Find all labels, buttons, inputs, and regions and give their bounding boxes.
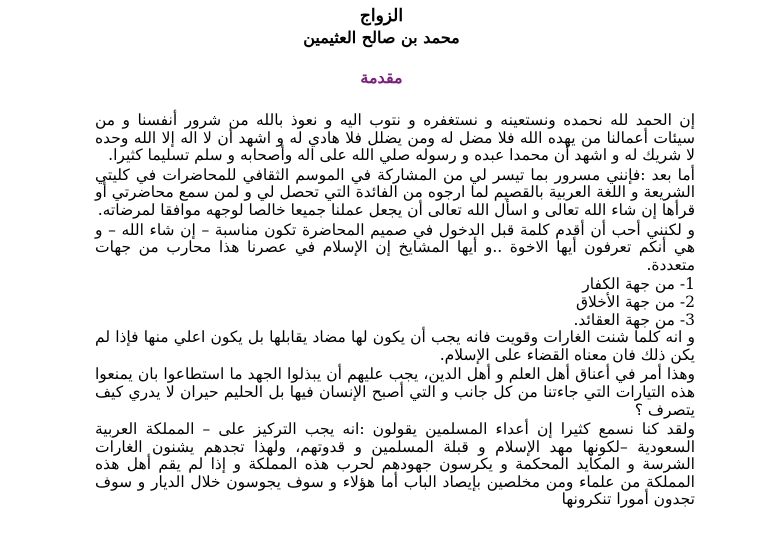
list-item-number: 1- (679, 275, 695, 294)
paragraph-scholars[interactable]: وهذا أمر في أعناق أهل العلم و أهل الدين، يجب عليهم أن يبذلوا الجهد ما استطاعوا بان يمنعوا هذه التيارات التي جاءتنا من كل جانب و التي أصبح الإنسان فيها بل الحليم حيران لا يدري كيف يتصرف ؟ (95, 365, 695, 419)
list-item[interactable] (95, 312, 695, 330)
list-item[interactable] (95, 294, 695, 312)
list-item-number: 3- (679, 310, 695, 329)
list-item-number: 2- (679, 292, 695, 311)
paragraph-enemies[interactable]: ولقد كنا نسمع كثيرا إن أعداء المسلمين يقولون :انه يجب التركيز على – المملكة العربية السعودية –لكونها مهد الإسلام و قبلة المسلمين و قدوتهم، ولهذا تجدهم يشنون الغارات الشرسة و المكايد المحكمة و يكرسون جهودهم لحرب هذه المملكة و إذا لم يقم أهل هذه المملكة من علماء ومن مخلصين بإيصاد الباب أما هؤلاء و سوف يجوسون خلال الديار و سوف تجدون أمورا تنكرونها (95, 420, 695, 509)
list (95, 276, 695, 329)
list-item-text: من جهة العقائد. (573, 310, 675, 329)
document-body[interactable] (95, 112, 695, 511)
paragraph-opening[interactable]: إن الحمد لله نحمده ونستعينه و نستغفره و نتوب اليه و نعوذ بالله من شرور أنفسنا و من سيئات أعمالنا من يهده الله فلا مضل له ومن يضلل فلا هادي له و اشهد أن لا اله إلا الله وحده لا شريك له و اشهد أن محمدا عبده و رسوله صلي الله على اله وأصحابه و سلم تسليما كثيرا. (95, 111, 695, 165)
list-item-text: من جهة الأخلاق (575, 292, 675, 311)
paragraph-preface[interactable]: و لكنني أحب أن أقدم كلمة قبل الدخول في صميم المحاضرة تكون مناسبة – إن شاء الله – و هي أنكم تعرفون أيها الاخوة ..و أيها المشايخ إن الإسلام في عصرنا هذا محارب من جهات متعددة. (95, 220, 695, 274)
paragraph-raids[interactable]: و انه كلما شنت الغارات وقويت فانه يجب أن يكون لها مضاد يقابلها بل يكون اعلي منها فإذا لم يكن ذلك فان معناه القضاء على الإسلام. (95, 328, 695, 364)
document-author: محمد بن صالح العثيمين (303, 28, 460, 47)
paragraph-introduction[interactable]: أما بعد :فإنني مسرور بما تيسر لي من المشاركة في الموسم الثقافي للمحاضرات في كليتي الشريعة و اللغة العربية بالقصيم لما ارجوه من الفائدة التي تحصل لي و لمن سمع محاضرتي أو قرأها إن شاء الله تعالى و اسأل الله تعالى أن يجعل عملنا جميعا خالصا لوجهه موافقا لمرضاته. (95, 165, 695, 219)
list-item[interactable] (95, 276, 695, 294)
document-title: الزواج (359, 6, 404, 26)
section-heading: مقدمة (360, 68, 403, 87)
list-item-text: من جهة الكفار (582, 275, 675, 294)
